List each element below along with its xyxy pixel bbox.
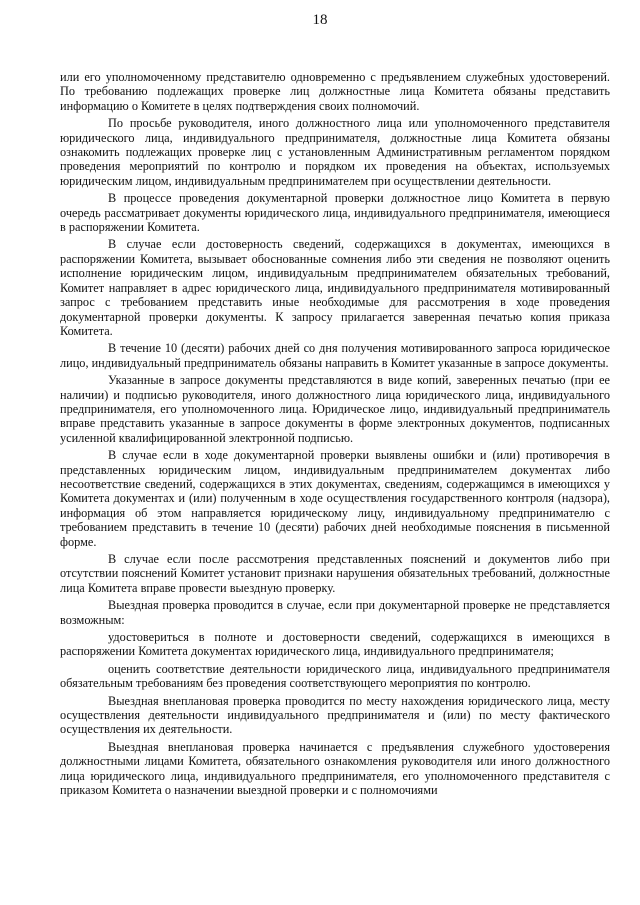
document-body	[60, 70, 610, 801]
paragraph-10: удостовериться в полноте и достоверности сведений, содержащихся в имеющихся в распоряжении Комитета документах юридического лица, индивидуального предпринимателя;	[60, 630, 610, 659]
paragraph-13: Выездная внеплановая проверка начинается с предъявления служебного удостоверения должностными лицами Комитета, обязательного ознакомления руководителя или иного должностного лица юридического лица, индивидуального предпринимателя, его уполномоченного представителя с приказом Комитета о назначении выездной проверки и с полномочиями	[60, 739, 610, 798]
paragraph-12: Выездная внеплановая проверка проводится по месту нахождения юридического лица, месту осуществления деятельности индивидуального предпринимателя и (или) по месту фактического осуществления их деятельности.	[60, 693, 610, 737]
paragraph-1: или его уполномоченному представителю одновременно с предъявлением служебных удостоверений. По требованию подлежащих проверке лиц должностные лица Комитета обязаны представить информацию о Комитете в целях подтверждения своих полномочий.	[60, 70, 610, 113]
paragraph-9: Выездная проверка проводится в случае, если при документарной проверке не представляется возможным:	[60, 598, 610, 627]
page-number: 18	[312, 12, 328, 28]
paragraph-3: В процессе проведения документарной проверки должностное лицо Комитета в первую очередь рассматривает документы юридического лица, индивидуального предпринимателя, имеющиеся в распоряжении Комитета.	[60, 191, 610, 235]
paragraph-4: В случае если достоверность сведений, содержащихся в документах, имеющихся в распоряжении Комитета, вызывает обоснованные сомнения либо эти сведения не позволяют оценить исполнение юридическим лицом, индивидуальным предпринимателем обязательных требований, Комитет направляет в адрес юридического лица, индивидуального предпринимателя мотивированный запрос с требованием представить иные необходимые для рассмотрения в ходе проведения документарной проверки документы. К запросу прилагается заверенная печатью копия приказа Комитета.	[60, 237, 610, 338]
paragraph-5: В течение 10 (десяти) рабочих дней со дня получения мотивированного запроса юридическое лицо, индивидуальный предприниматель обязаны направить в Комитет указанные в запросе документы.	[60, 341, 610, 370]
paragraph-7: В случае если в ходе документарной проверки выявлены ошибки и (или) противоречия в представленных юридическим лицом, индивидуальным предпринимателем документах либо несоответствие сведений, содержащихся в этих документах, сведениям, содержащимся в имеющихся у Комитета документах и (или) полученным в ходе осуществления государственного контроля (надзора), информация об этом направляется юридическому лицу, индивидуальному предпринимателю с требованием представить в течение 10 (десяти) рабочих дней необходимые пояснения в письменной форме.	[60, 448, 610, 549]
paragraph-8: В случае если после рассмотрения представленных пояснений и документов либо при отсутствии пояснений Комитет установит признаки нарушения обязательных требований, должностные лица Комитета вправе провести выездную проверку.	[60, 552, 610, 595]
paragraph-6: Указанные в запросе документы представляются в виде копий, заверенных печатью (при ее наличии) и подписью руководителя, иного должностного лица юридического лица, индивидуального предпринимателя, его уполномоченного лица. Юридическое лицо, индивидуальный предприниматель вправе представить указанные в запросе документы в форме электронных документов, подписанных усиленной квалифицированной электронной подписью.	[60, 373, 610, 445]
paragraph-2: По просьбе руководителя, иного должностного лица или уполномоченного представителя юридического лица, индивидуального предпринимателя, должностные лица Комитета обязаны ознакомить подлежащих проверке лиц с установленным Административным регламентом порядком проведения мероприятий по контролю и порядком их проведения на объектах, используемых юридическим лицом, индивидуальным предпринимателем при осуществлении деятельности.	[60, 116, 610, 188]
paragraph-11: оценить соответствие деятельности юридического лица, индивидуального предпринимателя обязательным требованиям без проведения соответствующего мероприятия по контролю.	[60, 661, 610, 691]
